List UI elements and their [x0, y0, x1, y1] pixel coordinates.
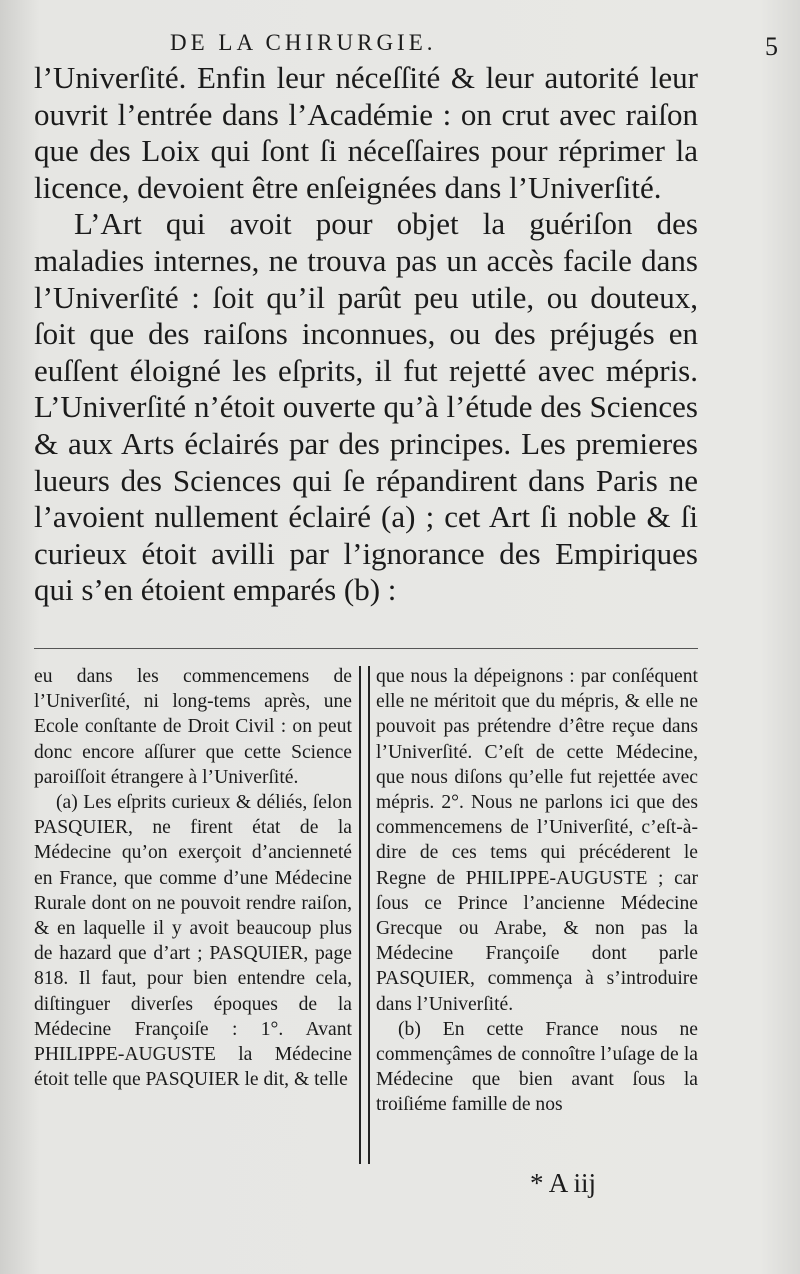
footnote-continuation-right: que nous la dépeignons : par conſéquent elle ne méritoit que du mépris, & elle ne pouvoit pas prétendre d’être reçue dans l’Univerſité. C’eſt de cette Médecine, que nous diſons qu’elle fut rejettée avec mépris. 2°. Nous ne parlons ici que des commencemens de l’Univerſité, c’eſt-à-dire de ces tems qui précéderent le Regne de PHILIPPE-AUGUSTE ; car ſous ce Prince l’ancienne Médecine Grecque ou Arabe, & non pas la Médecine Françoiſe dont parle PASQUIER, commença à s’introduire dans l’Univerſité.	[376, 666, 698, 1015]
main-text	[34, 60, 698, 609]
running-head	[170, 30, 778, 61]
footnote-rule	[34, 648, 698, 649]
main-paragraph-2: L’Art qui avoit pour objet la guériſon des maladies internes, ne trouva pas un accès facile dans l’Univerſité : ſoit qu’il parût peu utile, ou douteux, ſoit que des raiſons inconnues, ou des préjugés en euſſent éloigné les eſprits, il fut rejetté avec mépris. L’Univerſité n’étoit ouverte qu’à l’étude des Sciences & aux Arts éclairés par des principes. Les premieres lueurs des Sciences qui ſe répandirent dans Paris ne l’avoient nullement éclairé (a) ; cet Art ſi noble & ſi curieux étoit avilli par l’ignorance des Empiriques qui s’en étoient emparés (b) :	[34, 206, 698, 608]
footnotes-right-column	[376, 664, 698, 1118]
main-paragraph-1: l’Univerſité. Enfin leur néceſſité & leur autorité leur ouvrit l’entrée dans l’Académie : on crut avec raiſon que des Loix qui ſont ſi néceſſaires pour réprimer la licence, devoient être enſeignées dans l’Univerſité.	[34, 60, 698, 205]
page-number: 5	[765, 32, 778, 61]
running-title: DE LA CHIRURGIE.	[170, 30, 437, 55]
signature-mark: * A iij	[530, 1168, 597, 1198]
footnote-b: (b) En cette France nous ne commençâmes de connoître l’uſage de la Médecine que bien avant ſous la troiſiéme famille de nos	[376, 1018, 698, 1116]
footnote-continuation-left: eu dans les commencemens de l’Univerſité, ni long-tems après, une Ecole conſtante de Droit Civil : on peut donc encore aſſurer que cette Science paroiſſoit étrangere à l’Univerſité.	[34, 666, 352, 788]
footnote-a: (a) Les eſprits curieux & déliés, ſelon PASQUIER, ne firent état de la Médecine qu’on exerçoit d’ancienneté en France, que comme d’une Médecine Rurale dont on ne pouvoit rendre raiſon, & en laquelle il y avoit beaucoup plus de hazard que d’art ; PASQUIER, page 818. Il faut, pour bien entendre cela, diſtinguer diverſes époques de la Médecine Françoiſe : 1°. Avant PHILIPPE-AUGUSTE la Médecine étoit telle que PASQUIER le dit, & telle	[34, 792, 352, 1091]
column-divider	[359, 666, 370, 1164]
footnotes-left-column	[34, 664, 352, 1092]
